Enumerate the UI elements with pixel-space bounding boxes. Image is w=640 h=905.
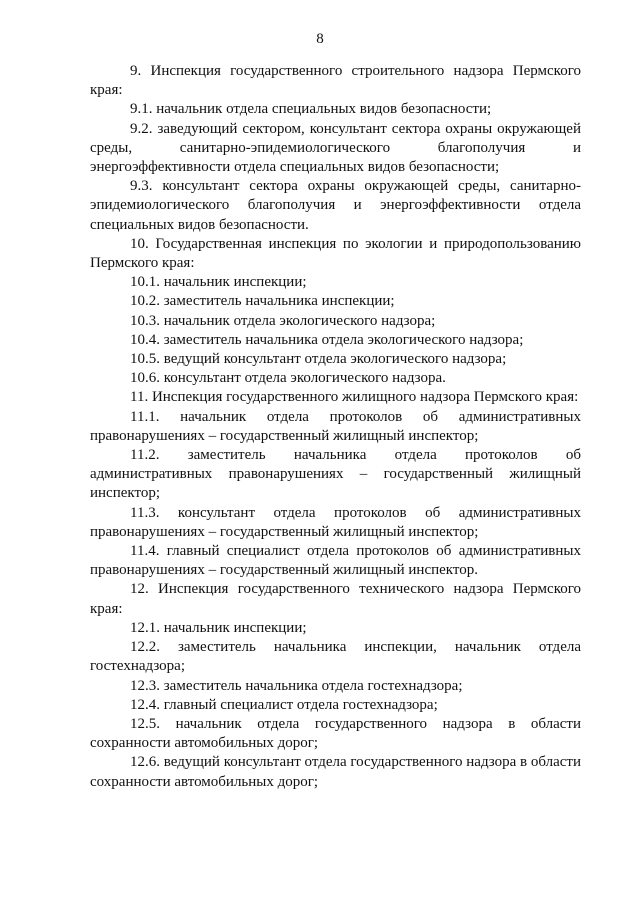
paragraph-10-3: 10.3. начальник отдела экологического надзора; [130, 312, 436, 329]
page-number: 8 [316, 31, 324, 47]
paragraph-12-1: 12.1. начальник инспекции; [130, 619, 307, 636]
paragraph-10-1: 10.1. начальник инспекции; [130, 274, 307, 291]
paragraph-9-2: 9.2. заведующий сектором, консультант сектора охраны окружающей среды, санитарно-эпидемиологического благополучия и энергоэффективности отдела специальных видов безопасности; [90, 120, 581, 176]
paragraph-11-2: 11.2. заместитель начальника отдела протоколов об административных правонарушениях – государственный жилищный инспектор; [90, 447, 581, 502]
paragraph-12-3: 12.3. заместитель начальника отдела гостехнадзора; [130, 677, 463, 694]
paragraph-12-2: 12.2. заместитель начальника инспекции, начальник отдела гостехнадзора; [90, 639, 581, 675]
paragraph-10-2: 10.2. заместитель начальника инспекции; [130, 293, 395, 310]
paragraph-11-4: 11.4. главный специалист отдела протоколов об административных правонарушениях – государственный жилищный инспектор. [90, 543, 581, 579]
paragraph-11: 11. Инспекция государственного жилищного надзора Пермского края: [130, 389, 579, 406]
paragraph-10-6: 10.6. консультант отдела экологического надзора. [130, 370, 446, 387]
paragraph-10-5: 10.5. ведущий консультант отдела экологического надзора; [130, 351, 507, 368]
document-body [90, 62, 581, 792]
paragraph-11-1: 11.1. начальник отдела протоколов об административных правонарушениях – государственный жилищный инспектор; [90, 408, 581, 444]
paragraph-12-6: 12.6. ведущий консультант отдела государственного надзора в области сохранности автомобильных дорог; [90, 754, 581, 790]
paragraph-9-1: 9.1. начальник отдела специальных видов безопасности; [130, 101, 492, 118]
paragraph-9-3: 9.3. консультант сектора охраны окружающей среды, санитарно-эпидемиологического благополучия и энергоэффективности отдела специальных видов безопасности. [90, 178, 581, 233]
paragraph-10: 10. Государственная инспекция по экологии и природопользованию Пермского края: [90, 235, 581, 272]
paragraph-12-4: 12.4. главный специалист отдела гостехнадзора; [130, 696, 438, 713]
paragraph-10-4: 10.4. заместитель начальника отдела экологического надзора; [130, 331, 524, 348]
paragraph-11-3: 11.3. консультант отдела протоколов об административных правонарушениях – государственный жилищный инспектор; [90, 504, 581, 540]
paragraph-12: 12. Инспекция государственного технического надзора Пермского края: [90, 581, 581, 617]
paragraph-12-5: 12.5. начальник отдела государственного надзора в области сохранности автомобильных дорог; [90, 715, 581, 752]
paragraph-9: 9. Инспекция государственного строительного надзора Пермского края: [90, 63, 581, 99]
